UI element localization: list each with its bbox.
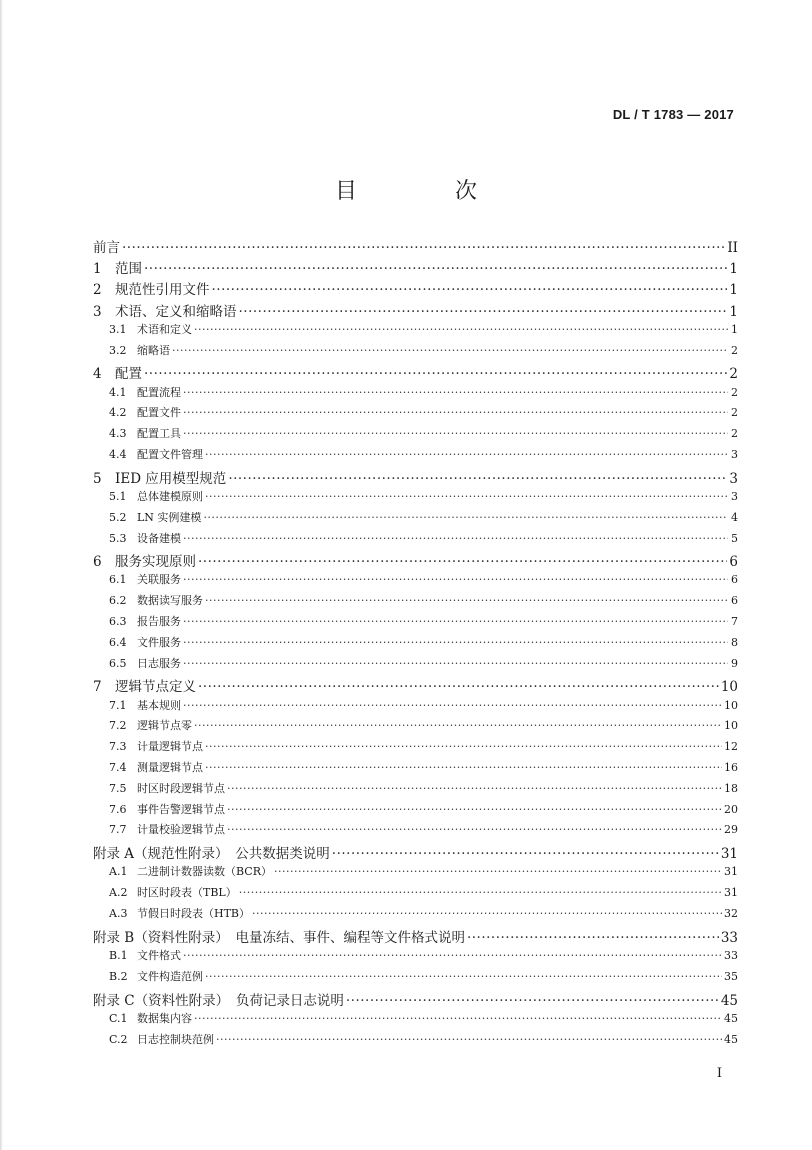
toc-entry-number: 6.3: [109, 615, 127, 629]
toc-leader-dots: [332, 846, 719, 862]
toc-entry-number: A.1: [109, 865, 128, 879]
toc-entry-number: 6.2: [109, 594, 127, 608]
toc-leader-dots: [227, 782, 722, 795]
toc-entry-number: C.1: [109, 1011, 128, 1025]
toc-entry-title: 文件服务: [137, 635, 181, 649]
toc-leader-dots: [183, 949, 722, 962]
toc-entry[interactable]: [93, 257, 738, 278]
toc-entry-page: 1: [729, 282, 738, 299]
page-edge-shadow: [0, 0, 3, 1150]
toc-entry-number: 3.2: [109, 343, 127, 357]
toc-entry-page: 10: [724, 698, 738, 712]
toc-entry-number: 4.1: [109, 385, 127, 399]
toc-leader-dots: [274, 865, 722, 878]
toc-entry-title: 逻辑节点定义: [115, 679, 196, 696]
toc-entry-number: 7.3: [109, 740, 127, 754]
toc-entry-page: 45: [720, 992, 738, 1009]
toc-entry-title: 配置流程: [137, 385, 181, 399]
toc-entry[interactable]: [93, 634, 738, 655]
toc-entry-page: 45: [724, 1011, 738, 1025]
toc-entry[interactable]: [93, 717, 738, 738]
toc-entry-title: 附录 C（资料性附录） 负荷记录日志说明: [93, 992, 344, 1009]
toc-entry[interactable]: [93, 362, 738, 383]
toc-leader-dots: [183, 386, 728, 399]
toc-entry[interactable]: [93, 842, 738, 863]
toc-entry[interactable]: [93, 467, 738, 488]
toc-entry-page: 16: [724, 761, 738, 775]
toc-entry-title: 二进制计数器读数（BCR）: [137, 865, 272, 879]
toc-entry-page: 9: [731, 656, 738, 670]
toc-entry[interactable]: [93, 488, 738, 509]
toc-entry[interactable]: [93, 738, 738, 759]
toc-entry-title: IED 应用模型规范: [115, 470, 227, 487]
toc-entry-number: 7.1: [109, 698, 127, 712]
toc-entry-number: 3.1: [109, 322, 127, 336]
toc-entry-number: 6.1: [109, 573, 127, 587]
toc-entry[interactable]: [93, 236, 738, 257]
toc-entry-page: II: [727, 240, 738, 256]
toc-leader-dots: [212, 282, 728, 298]
toc-entry-page: 1: [729, 261, 738, 278]
document-code: DL / T 1783 — 2017: [612, 107, 734, 122]
toc-entry-number: 7: [93, 679, 102, 696]
toc-entry-title: 术语和定义: [137, 322, 192, 336]
toc-entry[interactable]: [93, 384, 738, 405]
toc-entry-page: 6: [731, 594, 738, 608]
toc-entry-title: 时区时段表（TBL）: [137, 886, 237, 900]
toc-entry[interactable]: [93, 571, 738, 592]
toc-entry[interactable]: [93, 989, 738, 1010]
toc-leader-dots: [144, 261, 727, 277]
toc-entry-page: 2: [731, 406, 738, 420]
toc-leader-dots: [205, 594, 728, 607]
toc-entry-page: 4: [731, 510, 738, 524]
toc-leader-dots: [194, 719, 722, 732]
toc-entry-title: 逻辑节点零: [137, 719, 192, 733]
toc-leader-dots: [183, 573, 728, 586]
toc-entry-number: 5.3: [109, 531, 127, 545]
toc-entry-title: 附录 B（资料性附录） 电量冻结、事件、编程等文件格式说明: [93, 929, 465, 946]
toc-entry-page: 10: [724, 719, 738, 733]
toc-entry-number: 7.2: [109, 719, 127, 733]
toc-entry[interactable]: [93, 300, 738, 321]
toc-entry[interactable]: [93, 342, 738, 363]
toc-leader-dots: [198, 554, 727, 570]
toc-entry-number: B.1: [109, 949, 128, 962]
toc-entry-page: 3: [731, 489, 738, 503]
toc-entry[interactable]: [93, 675, 738, 696]
toc-entry-page: 32: [724, 907, 738, 921]
toc-entry-page: 31: [724, 886, 738, 900]
toc-leader-dots: [194, 323, 728, 336]
toc-entry-title: 配置工具: [137, 427, 181, 441]
toc-entry-number: 7.7: [109, 823, 127, 837]
toc-leader-dots: [205, 761, 722, 774]
toc-entry-number: 4.3: [109, 427, 127, 441]
toc-leader-dots: [144, 366, 727, 382]
toc-entry-title: 日志控制块范例: [137, 1032, 214, 1046]
toc-entry-page: 2: [731, 343, 738, 357]
toc-leader-dots: [183, 699, 722, 712]
page-number: I: [716, 1066, 722, 1081]
toc-entry-number: A.3: [109, 907, 128, 921]
toc-entry-title: 文件格式: [137, 949, 181, 962]
toc-entry-number: A.2: [109, 886, 128, 900]
toc-entry-page: 7: [731, 615, 738, 629]
toc-entry-number: C.2: [109, 1032, 128, 1046]
toc-entry-number: 6.5: [109, 656, 127, 670]
toc-entry-page: 31: [720, 846, 738, 863]
toc-entry[interactable]: [93, 278, 738, 299]
toc-entry[interactable]: [93, 780, 738, 801]
toc-entry-page: 33: [720, 929, 738, 946]
toc-entry[interactable]: [93, 884, 738, 905]
toc-entry[interactable]: [93, 926, 738, 947]
toc-entry-title: 规范性引用文件: [115, 282, 210, 299]
toc-entry[interactable]: [93, 321, 738, 342]
toc-entry[interactable]: [93, 863, 738, 884]
toc-entry-title: 术语、定义和缩略语: [115, 303, 237, 320]
toc-entry-page: 6: [731, 573, 738, 587]
toc-entry[interactable]: [93, 550, 738, 571]
toc-entry-number: 5: [93, 470, 102, 487]
toc-entry-number: 7.5: [109, 781, 127, 795]
toc-leader-dots: [205, 490, 728, 503]
toc-leader-dots: [172, 344, 728, 357]
toc-leader-dots: [216, 1033, 722, 1046]
toc-entry-page: 12: [724, 740, 738, 754]
toc-entry-title: 关联服务: [137, 573, 181, 587]
toc-entry[interactable]: [93, 697, 738, 718]
toc-entry[interactable]: [93, 404, 738, 425]
toc-entry-title: 配置文件管理: [137, 447, 203, 461]
toc-leader-dots: [183, 636, 728, 649]
toc-entry-title: 计量校验逻辑节点: [137, 823, 225, 837]
toc-entry[interactable]: [93, 905, 738, 926]
toc-entry-page: 33: [724, 949, 738, 962]
toc-entry-page: 3: [729, 470, 738, 487]
toc-entry-title: 总体建模原则: [137, 489, 203, 503]
toc-entry-title: 配置文件: [137, 406, 181, 420]
toc-entry-title: 事件告警逻辑节点: [137, 802, 225, 816]
toc-leader-dots: [183, 657, 728, 670]
toc-entry-page: 2: [731, 427, 738, 441]
toc-leader-dots: [227, 823, 722, 836]
toc-entry[interactable]: [93, 425, 738, 446]
toc-entry-page: 10: [720, 679, 738, 696]
toc-entry-number: 3: [93, 303, 102, 320]
toc-entry-title: 范围: [115, 261, 142, 278]
toc-entry[interactable]: [93, 1010, 738, 1031]
toc-entry-title: 基本规则: [137, 698, 181, 712]
toc-leader-dots: [252, 907, 722, 920]
toc-entry-title: 附录 A（规范性附录） 公共数据类说明: [93, 846, 330, 863]
toc-leader-dots: [205, 970, 722, 983]
toc-leader-dots: [183, 406, 728, 419]
toc-entry-page: 2: [729, 366, 738, 383]
toc-entry-number: B.2: [109, 969, 128, 983]
toc-entry-title: 节假日时段表（HTB）: [137, 907, 251, 921]
toc-title: 目 次: [334, 179, 515, 204]
toc-entry-title: 文件构造范例: [137, 969, 203, 983]
toc-entry-page: 45: [724, 1032, 738, 1046]
toc-entry-number: 5.2: [109, 510, 127, 524]
toc-entry-title: 报告服务: [137, 615, 181, 629]
toc-entry-page: 1: [729, 303, 738, 320]
toc-entry-number: 2: [93, 282, 102, 299]
toc-entry[interactable]: [93, 655, 738, 676]
toc-leader-dots: [194, 1012, 722, 1025]
toc-entry-number: 7.4: [109, 761, 127, 775]
toc-entry-number: 6: [93, 554, 102, 571]
toc-entry[interactable]: [93, 1031, 738, 1052]
toc-entry[interactable]: [93, 801, 738, 822]
toc-leader-dots: [122, 240, 725, 256]
table-of-contents: [93, 236, 738, 1051]
toc-entry-title: 数据读写服务: [137, 594, 203, 608]
toc-leader-dots: [467, 930, 719, 946]
toc-entry-number: 1: [93, 261, 102, 278]
toc-leader-dots: [183, 427, 728, 440]
toc-entry-number: 7.6: [109, 802, 127, 816]
toc-entry[interactable]: [93, 509, 738, 530]
toc-entry-title: 配置: [115, 366, 142, 383]
toc-entry-number: 4.4: [109, 447, 127, 461]
toc-entry-page: 31: [724, 865, 738, 879]
toc-leader-dots: [203, 511, 728, 524]
toc-entry-page: 6: [729, 554, 738, 571]
toc-leader-dots: [183, 615, 728, 628]
toc-entry-number: 6.4: [109, 635, 127, 649]
toc-entry[interactable]: [93, 592, 738, 613]
toc-entry-page: 18: [724, 781, 738, 795]
toc-leader-dots: [205, 740, 722, 753]
toc-entry-page: 35: [724, 969, 738, 983]
toc-entry-title: 日志服务: [137, 656, 181, 670]
toc-entry-title: 设备建模: [137, 531, 181, 545]
toc-entry-title: 服务实现原则: [115, 554, 196, 571]
toc-leader-dots: [239, 886, 722, 899]
toc-entry[interactable]: [93, 446, 738, 467]
toc-entry-page: 1: [731, 322, 738, 336]
toc-entry-page: 8: [731, 635, 738, 649]
toc-entry[interactable]: [93, 947, 738, 968]
toc-entry-number: 4: [93, 366, 102, 383]
toc-leader-dots: [183, 532, 728, 545]
toc-leader-dots: [198, 679, 719, 695]
toc-entry-page: 20: [724, 802, 738, 816]
toc-entry[interactable]: [93, 530, 738, 551]
toc-entry-page: 5: [731, 531, 738, 545]
toc-entry-page: 29: [724, 823, 738, 837]
toc-leader-dots: [227, 803, 722, 816]
toc-leader-dots: [346, 993, 719, 1009]
toc-entry[interactable]: [93, 613, 738, 634]
toc-entry-title: 数据集内容: [137, 1011, 192, 1025]
toc-entry-title: 计量逻辑节点: [137, 740, 203, 754]
toc-entry-title: 缩略语: [137, 343, 170, 357]
toc-entry[interactable]: [93, 968, 738, 989]
toc-entry[interactable]: [93, 821, 738, 842]
toc-leader-dots: [239, 304, 728, 320]
toc-entry-number: 4.2: [109, 406, 127, 420]
toc-entry-title: 时区时段逻辑节点: [137, 781, 225, 795]
toc-entry-page: 2: [731, 385, 738, 399]
toc-leader-dots: [205, 448, 728, 461]
toc-entry-title: 测量逻辑节点: [137, 761, 203, 775]
toc-entry[interactable]: [93, 759, 738, 780]
toc-entry-number: 5.1: [109, 489, 127, 503]
toc-leader-dots: [228, 471, 727, 487]
toc-entry-title: LN 实例建模: [137, 510, 202, 524]
toc-entry-title: 前言: [93, 240, 120, 256]
toc-entry-page: 3: [731, 447, 738, 461]
